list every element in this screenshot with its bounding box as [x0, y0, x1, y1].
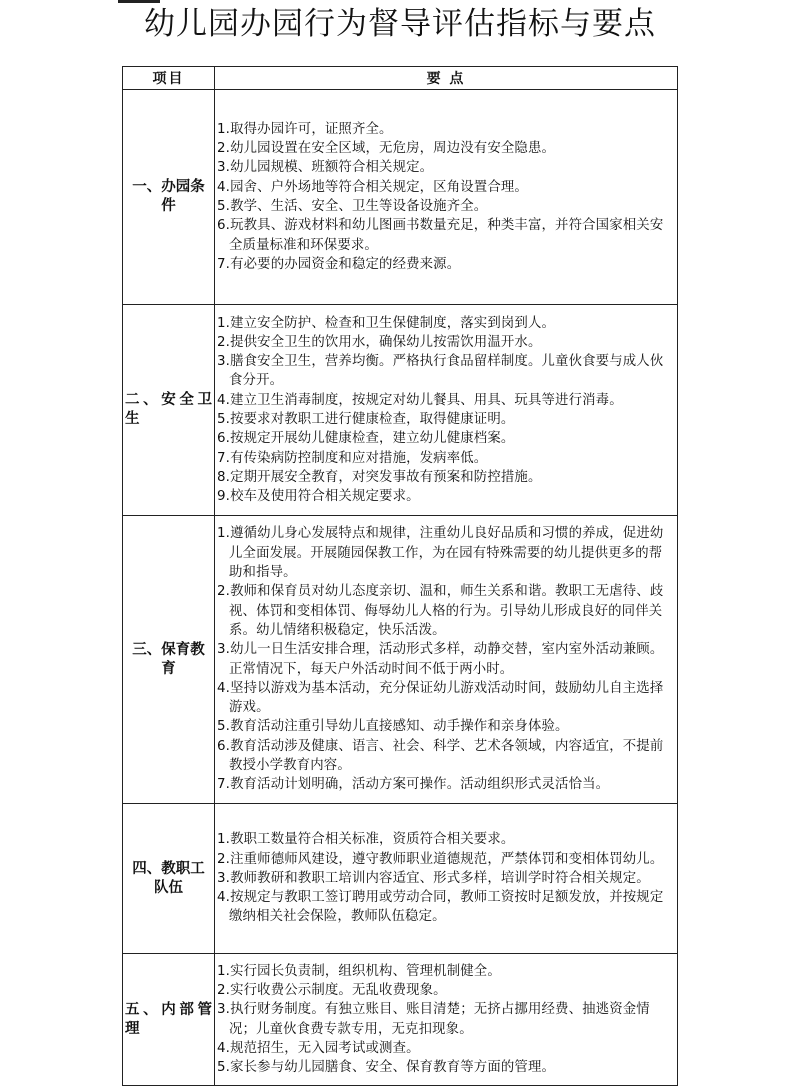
list-item: 1.建立安全防护、检查和卫生保健制度，落实到岗到人。 [217, 315, 556, 331]
section-item [123, 516, 215, 804]
list-item: 6.按规定开展幼儿健康检查，建立幼儿健康档案。 [217, 431, 515, 447]
table-row [123, 516, 678, 804]
list-item: 5.教育活动注重引导幼儿直接感知、动手操作和亲身体验。 [217, 719, 569, 735]
list-item: 4.建立卫生消毒制度，按规定对幼儿餐具、用具、玩具等进行消毒。 [217, 392, 623, 408]
section-item-line: 五、内部管 [125, 1001, 212, 1018]
list-item: 7.有传染病防控制度和应对措施，发病率低。 [217, 450, 488, 466]
section-item-line: 一、办园条 [132, 179, 205, 195]
section-item-line: 队伍 [154, 879, 183, 896]
list-item: 1.实行园长负责制，组织机构、管理机制健全。 [217, 963, 501, 979]
list-item: 2.实行收费公示制度。无乱收费现象。 [217, 982, 447, 998]
section-item-line: 三、保育教 [132, 641, 205, 658]
list-item: 3.幼儿园规模、班额符合相关规定。 [217, 160, 434, 176]
list-item: 6.教育活动涉及健康、语言、社会、科学、艺术各领域，内容适宜，不提前教授小学教育内容。 [217, 738, 664, 773]
criteria-table [122, 66, 678, 1086]
page-title: 幼儿园办园行为督导评估指标与要点 [144, 6, 656, 42]
section-item-line: 理 [125, 1020, 140, 1037]
list-item: 2.提供安全卫生的饮用水，确保幼儿按需饮用温开水。 [217, 334, 542, 350]
list-item: 6.玩教具、游戏材料和幼儿图画书数量充足，种类丰富，并符合国家相关安全质量标准和环保要求。 [217, 218, 664, 253]
section-item-line: 四、教职工 [132, 860, 205, 877]
list-item: 4.规范招生，无入园考试或测查。 [217, 1040, 420, 1056]
list-item: 5.按要求对教职工进行健康检查，取得健康证明。 [217, 412, 515, 427]
list-item: 3.幼儿一日生活安排合理，活动形式多样，动静交替，室内室外活动兼顾。正常情况下，每天户外活动时间不低于两小时。 [217, 642, 664, 677]
table-row [123, 804, 678, 954]
section-item [123, 954, 215, 1086]
table-header-row [123, 67, 678, 90]
table-row [123, 90, 678, 305]
section-points [215, 305, 678, 516]
section-item-line: 生 [125, 411, 140, 427]
list-item: 5.家长参与幼儿园膳食、安全、保育教育等方面的管理。 [217, 1060, 556, 1076]
section-points [215, 954, 678, 1086]
section-item [123, 90, 215, 305]
list-item: 2.注重师德师风建设，遵守教师职业道德规范，严禁体罚和变相体罚幼儿。 [217, 851, 664, 867]
list-item: 1.取得办园许可，证照齐全。 [217, 121, 393, 137]
list-item: 4.坚持以游戏为基本活动，充分保证幼儿游戏活动时间，鼓励幼儿自主选择游戏。 [217, 680, 664, 716]
list-item: 1.遵循幼儿身心发展特点和规律，注重幼儿良好品质和习惯的养成，促进幼儿全面发展。开展随园保教工作，为在园有特殊需要的幼儿提供更多的帮助和指导。 [217, 526, 664, 581]
list-item: 4.园舍、户外场地等符合相关规定，区角设置合理。 [217, 179, 528, 195]
list-item: 9.校车及使用符合相关规定要求。 [217, 489, 420, 505]
list-item: 3.膳食安全卫生，营养均衡。严格执行食品留样制度。儿童伙食要与成人伙食分开。 [217, 354, 664, 389]
list-item: 3.执行财务制度。有独立账目、账目清楚；无挤占挪用经费、抽逃资金情况；儿童伙食费专款专用，无克扣现象。 [217, 1002, 650, 1037]
list-item: 5.教学、生活、安全、卫生等设备设施齐全。 [217, 199, 488, 214]
section-points [215, 804, 678, 954]
section-item [123, 305, 215, 516]
header-item: 项目 [123, 67, 215, 90]
list-item: 7.有必要的办园资金和稳定的经费来源。 [217, 256, 461, 272]
table-row [123, 954, 678, 1086]
list-item: 2.教师和保育员对幼儿态度亲切、温和，师生关系和谐。教职工无虐待、歧视、体罚和变相体罚、侮辱幼儿人格的行为。引导幼儿形成良好的同伴关系。幼儿情绪积极稳定，快乐活泼。 [217, 584, 664, 638]
section-item-line: 件 [161, 198, 176, 214]
list-item: 3.教师教研和教职工培训内容适宜、形式多样，培训学时符合相关规定。 [217, 870, 650, 886]
list-item: 4.按规定与教职工签订聘用或劳动合同，教师工资按时足额发放，并按规定缴纳相关社会保险，教师队伍稳定。 [217, 890, 664, 925]
list-item: 2.幼儿园设置在安全区域，无危房，周边没有安全隐患。 [217, 141, 556, 157]
section-item-line: 育 [161, 660, 176, 677]
list-item: 1.教职工数量符合相关标准，资质符合相关要求。 [217, 832, 515, 848]
section-points [215, 90, 678, 305]
table-row [123, 305, 678, 516]
section-item-line: 二、安全卫 [125, 392, 212, 408]
list-item: 7.教育活动计划明确，活动方案可操作。活动组织形式灵活恰当。 [217, 777, 610, 793]
list-item: 8.定期开展安全教育，对突发事故有预案和防控措施。 [217, 469, 542, 485]
section-points [215, 516, 678, 804]
header-points: 要 点 [215, 67, 678, 90]
section-item [123, 804, 215, 954]
